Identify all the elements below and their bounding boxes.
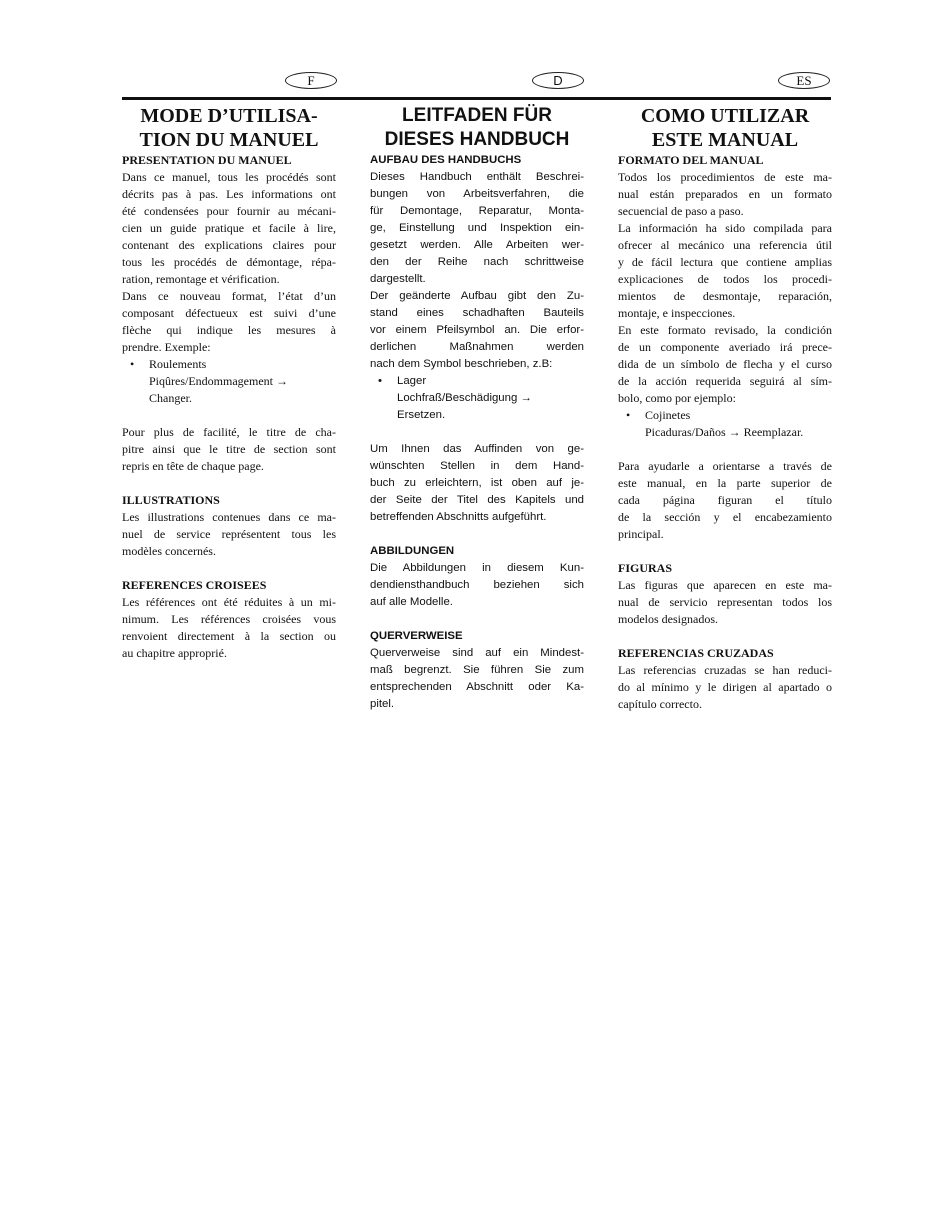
paragraph [618,577,832,628]
example-list-item [122,356,336,407]
text-line: dida de un símbolo de flecha y el curso [618,357,832,371]
text-line: été condensées pour fournir au mécani- [122,204,336,218]
language-badge-french: F [285,72,337,89]
title-line: LEITFADEN FÜR [402,105,552,126]
text-line: ration, remontage et vérification. [122,272,280,286]
text-line: maß begrenzt. Sie führen Sie zum [370,664,584,676]
text-line: Las figuras que aparecen en este ma- [618,578,832,592]
paragraph [122,424,336,475]
text-line: ge, Einstellung und Inspektion ein- [370,222,584,234]
text-line: Lager [397,375,427,387]
text-line: ofrecer al mecánico una referencia útil [618,238,832,252]
language-badge-spanish: ES [778,72,830,89]
text-line: de un componente averiado irá prece- [618,340,832,354]
text-line: Dans ce manuel, tous les procédés sont [122,170,336,184]
section [618,152,832,543]
text-line: Lochfraß/Beschädigung → [397,392,532,404]
section [122,152,336,475]
bullet-icon: • [130,357,135,371]
section-title [122,104,336,152]
text-line: flèche qui indique les mesures à [122,323,336,337]
text-line: Piqûres/Endommagement → [149,374,288,388]
text-line: Dans ce nouveau format, l’état d’un [122,289,336,303]
bullet-icon: • [378,375,382,387]
column-french [122,104,336,662]
text-line: pitre ainsi que le titre de section sont [122,442,336,456]
section-heading: ILLUSTRATIONS [122,493,220,507]
section-heading: ABBILDUNGEN [370,545,455,557]
text-line: wünschten Stellen in dem Hand- [370,460,584,472]
paragraph [122,169,336,288]
bullet-icon: • [626,408,631,422]
text-line: der Seite der Titel des Kapitels und [370,494,584,506]
section [370,543,584,611]
text-line: cien un guide pratique et facile à lire, [122,221,336,235]
text-line: auf alle Modelle. [370,596,453,608]
section-heading: QUERVERWEISE [370,630,463,642]
text-line: renvoient directement à la section ou [122,629,336,643]
text-line: de la acción requerida seguirá al sím- [618,374,832,388]
text-line: au chapitre approprié. [122,646,227,660]
text-line: gesetzt werden. Alle Arbeiten wer- [370,239,584,251]
text-line: repris en tête de chaque page. [122,459,264,473]
text-line: Ersetzen. [397,409,446,421]
text-line: vor einem Pfeilsymbol an. Die erfor- [370,324,584,336]
title-line: COMO UTILIZAR [640,105,810,127]
text-line: Querverweise sind auf ein Mindest- [370,647,584,659]
text-line: do al mínimo y le dirigen al apartado o [618,680,832,694]
text-line: Cojinetes [645,408,691,422]
section [370,152,584,526]
text-line: stand eines schadhaften Bauteils [370,307,584,319]
text-line: Picaduras/Daños → Reemplazar. [645,425,804,439]
text-line: Dieses Handbuch enthält Beschrei- [370,171,584,183]
text-line: nuel de service représentent tous les [122,527,336,541]
title-line: ESTE MANUAL [651,129,799,151]
paragraph [370,560,584,611]
text-line: cada página figuran el título [618,493,832,507]
text-line: En este formato revisado, la condición [618,323,832,337]
text-line: Pour plus de facilité, le titre de cha- [122,425,336,439]
section-heading: AUFBAU DES HANDBUCHS [370,154,522,166]
paragraph [618,322,832,407]
text-line: contenant des explications claires pour [122,238,336,252]
paragraph [122,509,336,560]
section-title [370,104,584,152]
example-list-item [370,373,584,424]
text-line: Der geänderte Aufbau gibt den Zu- [370,290,584,302]
text-line: prendre. Exemple: [122,340,211,354]
text-line: nach dem Symbol beschrieben, z.B: [370,358,553,370]
text-line: Les références ont été réduites à un mi- [122,595,336,609]
example-list-item [618,407,832,441]
text-line: pitel. [370,698,395,710]
text-line: y de fácil lectura que contiene amplias [618,255,832,269]
text-line: La información ha sido compilada para [618,221,832,235]
section-heading: REFERENCES CROISEES [122,578,267,592]
text-line: nual de servicio representan todos los [618,595,832,609]
text-line: este manual, en la parte superior de [618,476,832,490]
paragraph [122,594,336,662]
text-line: modèles concernés. [122,544,216,558]
paragraph [370,169,584,288]
text-line: derlichen Maßnahmen werden [370,341,584,353]
section [122,492,336,560]
text-line: Les illustrations contenues dans ce ma- [122,510,336,524]
title-line: DIESES HANDBUCH [384,129,570,150]
title-line: TION DU MANUEL [139,129,319,151]
paragraph [122,288,336,356]
section [122,577,336,662]
text-line: nual están preparados en un formato [618,187,832,201]
paragraph [618,662,832,713]
header-rule [122,97,831,100]
text-line: dargestellt. [370,273,426,285]
text-line: bolo, como por ejemplo: [618,391,736,405]
paragraph [618,220,832,322]
text-line: dendiensthandbuch beziehen sich [370,579,584,591]
paragraph [618,458,832,543]
text-line: für Demontage, Reparatur, Monta- [370,205,584,217]
section-title [618,104,832,152]
text-line: entsprechenden Abschnitt oder Ka- [370,681,584,693]
text-line: den der Reihe nach schrittweise [370,256,584,268]
text-line: de la sección y el encabezamiento [618,510,832,524]
text-line: nimum. Les références croisées vous [122,612,336,626]
section-heading: FIGURAS [618,561,673,575]
section [618,560,832,628]
title-line: MODE D’UTILISA- [140,105,318,127]
text-line: modelos designados. [618,612,718,626]
section [618,645,832,713]
text-line: capítulo correcto. [618,697,702,711]
text-line: décrits pas à pas. Les informations ont [122,187,336,201]
text-line: mientos de desmontaje, reparación, [618,289,832,303]
language-badge-german: D [532,72,584,89]
column-german [370,104,584,713]
section [370,628,584,713]
paragraph [618,169,832,220]
text-line: Roulements [149,357,207,371]
text-line: principal. [618,527,664,541]
text-line: secuencial de paso a paso. [618,204,744,218]
text-line: Die Abbildungen in diesem Kun- [370,562,584,574]
text-line: Todos los procedimientos de este ma- [618,170,832,184]
paragraph [370,441,584,526]
text-line: bungen von Arbeitsverfahren, die [370,188,584,200]
column-spanish [618,104,832,713]
paragraph [370,645,584,713]
text-line: betreffenden Abschnitts aufgeführt. [370,511,547,523]
text-line: tous les procédés de démontage, répa- [122,255,336,269]
paragraph [370,288,584,373]
section-heading: FORMATO DEL MANUAL [618,153,764,167]
text-line: composant défectueux est suivi d’une [122,306,336,320]
text-line: explicaciones de todos los procedi- [618,272,832,286]
text-line: montaje, e inspecciones. [618,306,736,320]
text-line: Um Ihnen das Auffinden von ge- [370,443,584,455]
text-line: Las referencias cruzadas se han reduci- [618,663,832,677]
section-heading: PRESENTATION DU MANUEL [122,153,292,167]
text-line: buch zu erleichtern, ist oben auf je- [370,477,584,489]
section-heading: REFERENCIAS CRUZADAS [618,646,774,660]
text-line: Changer. [149,391,192,405]
text-line: Para ayudarle a orientarse a través de [618,459,832,473]
